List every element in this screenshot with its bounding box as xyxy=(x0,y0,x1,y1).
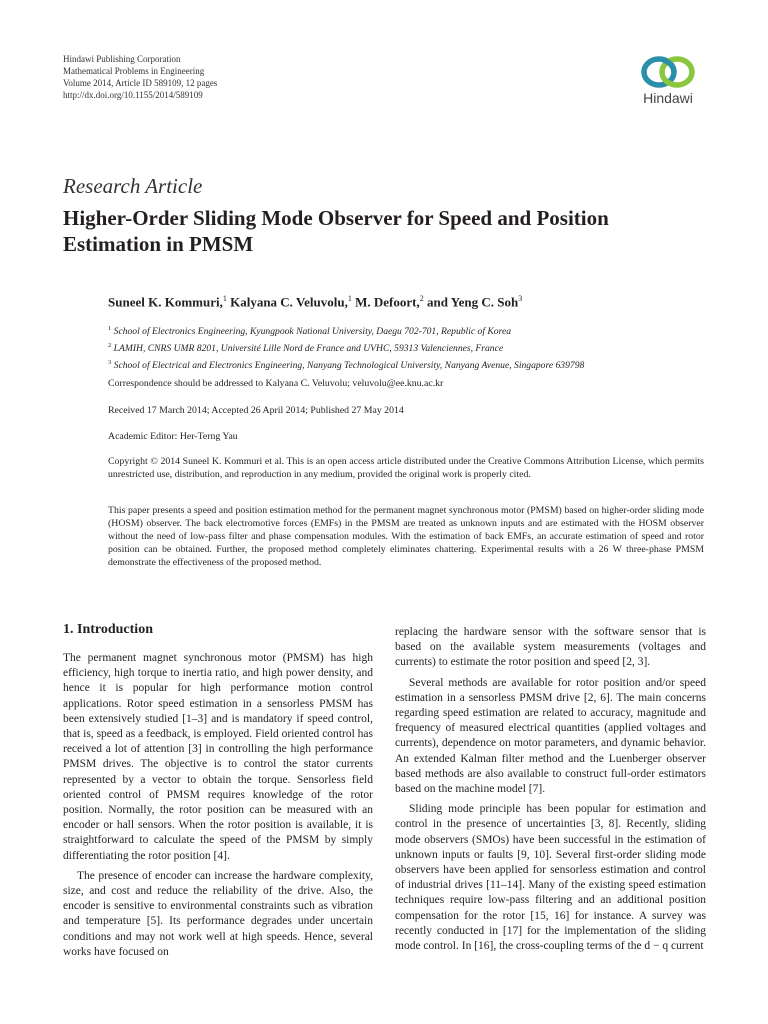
right-column xyxy=(395,625,706,954)
journal-name: Mathematical Problems in Engineering xyxy=(63,66,205,76)
affil-number: 2 xyxy=(108,342,112,350)
doi-link[interactable]: http://dx.doi.org/10.1155/2014/589109 xyxy=(63,90,203,100)
author-name: and Yeng C. Soh xyxy=(423,294,519,310)
affiliation xyxy=(108,356,708,373)
affiliation xyxy=(108,322,708,339)
paragraph: The permanent magnet synchronous motor (PMSM) has high efficiency, high torque to inertia ratio, and high power density, and hence it is popular for high performance motion control applications. Rotor speed estimation in a sensorless PMSM has been extensively studied [1–3] and is mandatory if speed control, that is, speed as a feedback, is employed. Field oriented control has received a lot of attention [3] in controlling the high performance PMSM drives. The objective is to control the stator currents represented by a vector to obtain the torque. Sensorless field oriented control of PMSM requires knowledge of the rotor position. Normally, the rotor position can be measured with an encoder or hall sensors. When the rotor position is available, it is straightforward to calculate the speed of the PMSM by simply differentiating the rotor position [4]. xyxy=(63,652,373,862)
publication-info xyxy=(63,53,217,101)
article-type: Research Article xyxy=(63,174,203,198)
volume-info: Volume 2014, Article ID 589109, 12 pages xyxy=(63,78,218,88)
paragraph: The presence of encoder can increase the hardware complexity, size, and cost and reduce the reliability of the drive. Also, the encoder is sensitive to environmental constraints such as vibration and temperature [5]. Its performance degrades under uncertain conditions and may not work well at high speeds. Hence, several works have focused on xyxy=(63,869,373,958)
affil-number: 1 xyxy=(108,325,112,332)
author-affil-ref: 1 xyxy=(347,294,352,303)
copyright-notice: Copyright © 2014 Suneel K. Kommuri et al. This is an open access article distributed under the Creative Commons Attribution License, which permits unrestricted use, distribution, and reproduction in any medium, provided the original work is properly cited. xyxy=(108,456,704,480)
article-title: Higher-Order Sliding Mode Observer for Speed and Position Estimation in PMSM xyxy=(63,206,609,256)
correspondence: Correspondence should be addressed to Kalyana C. Veluvolu; veluvolu@ee.knu.ac.kr xyxy=(108,378,444,389)
author-list xyxy=(108,294,522,310)
paragraph: Sliding mode principle has been popular for estimation and control in the presence of uncertainties [3, 8]. Recently, sliding mode observers (SMOs) have been successful in the estimation of unknown inputs or faults [9, 10]. Several first-order sliding mode observers have been applied for sensorless estimation and control of industrial drives [11–14]. Many of the existing speed estimation techniques require low-pass filtering and an additional position compensation for the rotor [15, 16] for instance. A survey was recently conducted in [17] for the implementation of the sliding mode control. In [16], the cross-coupling terms of the d − q current xyxy=(395,803,706,953)
affil-text: School of Electronics Engineering, Kyungpook National University, Daegu 702-701, Republic of Korea xyxy=(111,326,512,338)
affil-text: LAMIH, CNRS UMR 8201, Université Lille Nord de France and UVHC, 59313 Valenciennes, France xyxy=(111,343,504,355)
affil-number: 3 xyxy=(108,359,112,367)
author-name: M. Defoort, xyxy=(351,294,420,310)
article-dates: Received 17 March 2014; Accepted 26 April 2014; Published 27 May 2014 xyxy=(108,405,404,416)
publisher-name: Hindawi Publishing Corporation xyxy=(63,54,181,64)
paragraph: replacing the hardware sensor with the software sensor that is based on the available system measurements (voltages and currents) to estimate the rotor position and speed [2, 3]. xyxy=(395,626,706,669)
affiliations xyxy=(108,322,708,374)
logo-text: Hindawi xyxy=(643,90,693,106)
paragraph: Several methods are available for rotor position and/or speed estimation in a sensorless PMSM drive [2, 6]. The main concerns regarding speed estimation are related to accuracy, magnitude and frequency of measured electrical quantities (applied voltages and currents), dependence on motor parameters, and dynamic behavior. An extended Kalman filter method and the Luenberger observer based methods are also available to construct full-order estimators based on the machine model [7]. xyxy=(395,676,706,796)
author-affil-ref: 2 xyxy=(419,294,424,303)
author-affil-ref: 3 xyxy=(518,294,523,303)
left-column xyxy=(63,651,373,960)
affiliation xyxy=(108,339,708,356)
abstract: This paper presents a speed and position estimation method for the permanent magnet synchronous motor (PMSM) based on higher-order sliding mode (HOSM) observer. The back electromotive forces (EMFs) in the PMSM are treated as unknown inputs and are estimated with the HOSM observer without the need of low-pass filter and phase compensation modules. With the estimation of back EMFs, an accurate estimation of speed and rotor position can be obtained. Further, the proposed method completely eliminates chattering. Experimental results with a 26 W three-phase PMSM demonstrate the effectiveness of the proposed method. xyxy=(108,505,704,568)
author-affil-ref: 1 xyxy=(222,294,227,303)
academic-editor: Academic Editor: Her-Terng Yau xyxy=(108,431,238,442)
affil-text: School of Electrical and Electronics Engineering, Nanyang Technological University, Nanyang Avenue, Singapore 639798 xyxy=(111,360,585,372)
author-name: Suneel K. Kommuri, xyxy=(108,294,223,310)
author-name: Kalyana C. Veluvolu, xyxy=(226,294,348,310)
section-heading: 1. Introduction xyxy=(63,622,153,637)
hindawi-logo xyxy=(628,55,708,111)
hindawi-logo-icon xyxy=(639,55,697,89)
